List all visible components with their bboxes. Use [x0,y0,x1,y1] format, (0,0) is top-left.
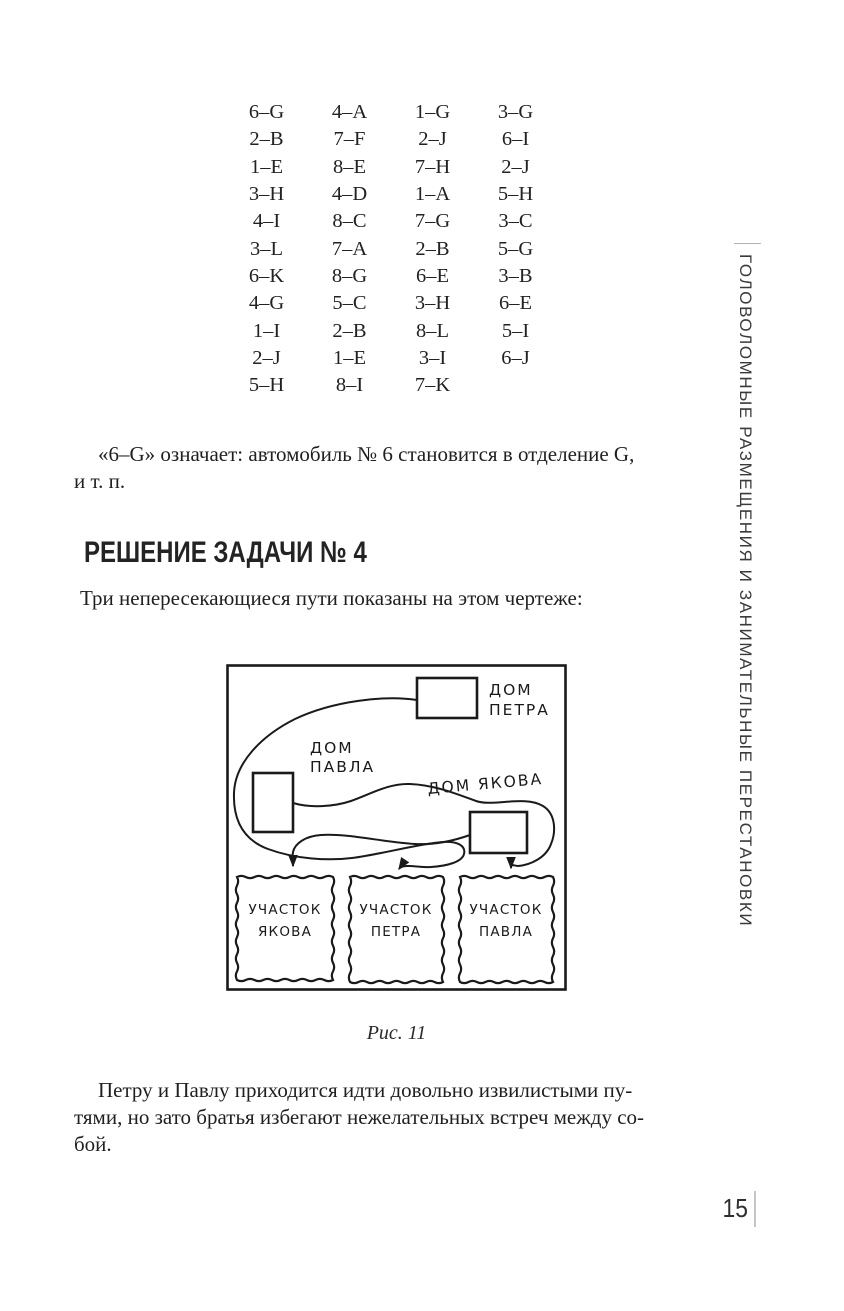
figure-caption: Рис. 11 [366,1022,427,1044]
table-cell: 3–B [498,264,533,287]
paragraph-line: бой. [74,1132,112,1156]
table-row [225,235,557,262]
table-cell: 6–E [415,264,450,287]
plot-petra-label-line1: УЧАСТОК [359,902,433,918]
sidebar-chapter-title: ГОЛОВОЛОМНЫЕ РАЗМЕЩЕНИЯ И ЗАНИМАТЕЛЬНЫЕ ПЕРЕСТАНОВКИ [735,254,755,928]
house-yakova [470,812,527,853]
table-row [225,181,557,208]
table-row [225,372,557,399]
table-cell: 4–A [331,101,368,124]
table-row [225,263,557,290]
table-cell: 3–L [249,237,284,260]
house-petra [417,678,477,718]
house-pavla-label-line1: ДОМ [310,739,354,757]
table-cell: 1–E [332,346,367,369]
table-cell: 5–H [497,183,534,206]
table-cell: 5–G [497,237,534,260]
table-cell: 8–E [332,155,367,178]
paragraph-line: Петру и Павлу приходится идти довольно извилистыми пу- [98,1078,633,1102]
table-cell: 5–C [332,292,367,315]
table-row [225,154,557,181]
table-cell: 8–I [335,374,364,397]
page-number: 15 [722,1193,748,1223]
table-cell: 8–C [332,210,367,233]
table-cell: 6–I [501,128,530,151]
table-cell: 2–J [252,346,281,369]
table-cell: 8–G [331,264,368,287]
plot-yakova-label-line1: УЧАСТОК [248,902,322,918]
table-cell: 6–E [498,292,533,315]
path-yakova [293,835,470,866]
table-cell: 2–B [415,237,450,260]
table-cell: 5–H [248,374,285,397]
sidebar-rule [734,243,761,244]
table-cell: 5–I [501,319,530,342]
table-cell: 1–E [249,155,284,178]
plot-petra-label-line2: ПЕТРА [370,924,422,940]
plot-yakova-label-line2: ЯКОВА [257,924,313,940]
table-row [225,126,557,153]
table-cell: 4–D [331,183,368,206]
house-pavla-label-line2: ПАВЛА [310,758,376,776]
paragraph-line: тями, но зато братья избегают нежелательных встреч между со- [74,1105,645,1129]
table-cell: 7–A [331,237,368,260]
table-cell: 3–H [248,183,285,206]
paragraph-conclusion [74,1077,718,1158]
table-row [225,345,557,372]
table-cell: 8–L [415,319,450,342]
path-pavla [293,784,554,868]
table-cell: 6–K [248,264,285,287]
table-cell: 7–G [414,210,451,233]
page-number-divider [754,1191,756,1227]
section-heading: РЕШЕНИЕ ЗАДАЧИ № 4 [84,536,367,569]
table-cell: 7–F [333,128,366,151]
table-cell: 2–J [418,128,447,151]
table-row [225,290,557,317]
table-cell: 1–G [414,101,451,124]
house-petra-label-line2: ПЕТРА [489,701,550,719]
house-pavla [253,773,293,832]
table-cell: 7–H [414,155,451,178]
paragraph-explanation [74,441,718,495]
house-yakova-label: ДОМ ЯКОВА [426,769,544,798]
table-cell: 7–K [414,374,451,397]
plot-pavla-label-line2: ПАВЛА [478,924,534,940]
paragraph-line: «6–G» означает: автомобиль № 6 становится в отделение G, [98,442,635,466]
figure-intro-text: Три непересекающиеся пути показаны на этом чертеже: [80,586,583,610]
house-petra-label-line1: ДОМ [489,681,533,699]
paragraph-line: и т. п. [74,469,126,493]
table-cell: 3–G [497,101,534,124]
table-row [225,99,557,126]
answers-table [225,99,557,399]
table-cell: 2–B [332,319,367,342]
table-cell: 1–A [414,183,451,206]
table-cell: 3–H [414,292,451,315]
table-cell: 3–C [498,210,533,233]
table-cell: 4–G [248,292,285,315]
table-cell: 1–I [252,319,281,342]
table-row [225,208,557,235]
plot-pavla-label-line1: УЧАСТОК [469,902,543,918]
table-cell: 2–B [249,128,284,151]
table-cell: 2–J [501,155,530,178]
figure-drawing [225,663,568,993]
table-cell: 6–G [248,101,285,124]
table-row [225,317,557,344]
table-cell: 4–I [252,210,281,233]
table-cell: 3–I [418,346,447,369]
table-cell: 6–J [501,346,530,369]
